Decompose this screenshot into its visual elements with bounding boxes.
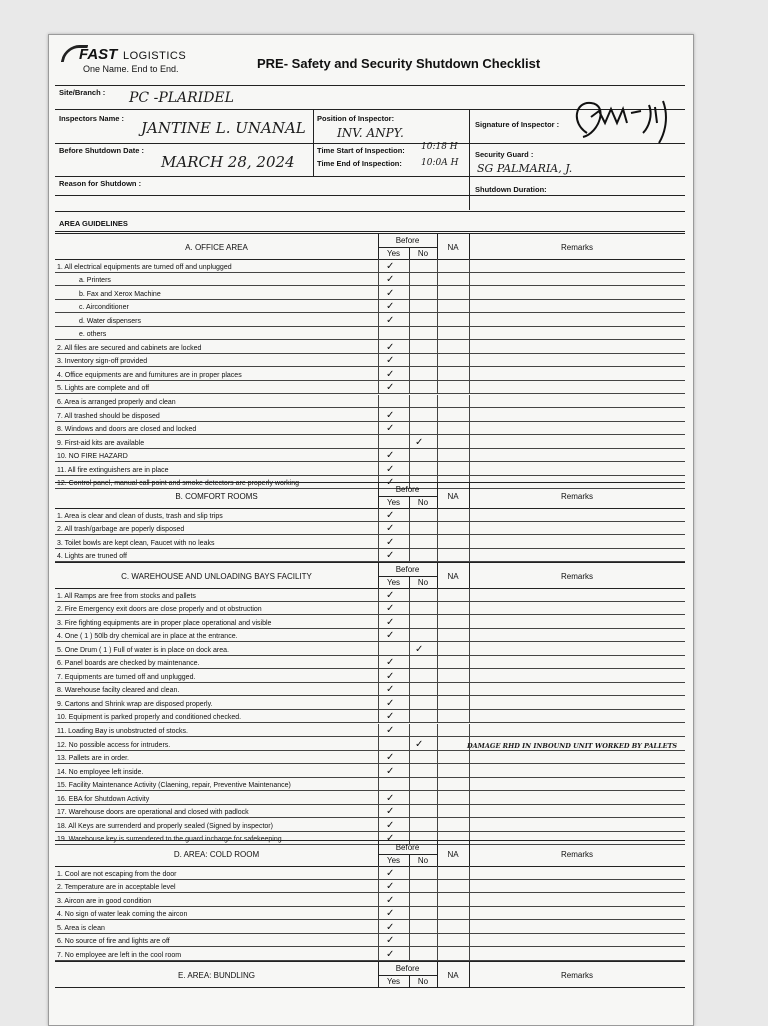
check-mark-icon[interactable]: ✓ xyxy=(386,509,395,521)
check-mark-icon[interactable]: ✓ xyxy=(386,409,395,421)
remarks-header: Remarks xyxy=(560,850,593,859)
section-title: A. OFFICE AREA xyxy=(185,243,248,252)
check-mark-icon[interactable]: ✓ xyxy=(386,260,395,272)
checklist-row xyxy=(55,549,685,563)
section-title: D. AREA: COLD ROOM xyxy=(173,850,260,859)
checklist-row xyxy=(55,683,685,697)
logo-tagline: One Name. End to End. xyxy=(83,64,179,74)
checklist-row xyxy=(55,602,685,616)
inspector-label: Inspectors Name : xyxy=(59,114,125,123)
item-label: 1. All Ramps are free from stocks and pallets xyxy=(57,592,196,600)
item-label: 1. Cool are not escaping from the door xyxy=(57,870,177,878)
checklist-row xyxy=(55,286,685,300)
checklist-row xyxy=(55,408,685,422)
yes-header: Yes xyxy=(386,578,401,587)
na-header: NA xyxy=(447,572,459,581)
check-mark-icon[interactable]: ✓ xyxy=(386,657,395,669)
inspector-value: JANTINE L. UNANAL xyxy=(141,119,306,137)
check-mark-icon[interactable]: ✓ xyxy=(386,550,395,562)
item-label: 10. Equipment is parked properly and conditioned checked. xyxy=(57,714,242,722)
item-label: 6. Panel boards are checked by maintenance. xyxy=(57,660,200,668)
before-header: Before xyxy=(395,565,420,574)
check-mark-icon[interactable]: ✓ xyxy=(386,894,395,906)
site-label: Site/Branch : xyxy=(59,88,106,97)
checklist-row xyxy=(55,508,685,522)
section-header xyxy=(55,840,685,867)
section-header xyxy=(55,562,685,589)
checklist-row xyxy=(55,947,685,961)
check-mark-icon[interactable]: ✓ xyxy=(386,792,395,804)
checklist-row xyxy=(55,615,685,629)
checklist-row xyxy=(55,300,685,314)
item-label: 2. Temperature are in acceptable level xyxy=(57,884,176,892)
check-mark-icon[interactable]: ✓ xyxy=(386,314,395,326)
checklist-row xyxy=(55,737,685,751)
remarks-header: Remarks xyxy=(560,243,593,252)
item-label: 7. No employee are left in the cool room xyxy=(57,951,182,959)
item-label: 7. All trashed should be disposed xyxy=(57,412,160,420)
remarks-header: Remarks xyxy=(560,971,593,980)
site-value: PC -PLARIDEL xyxy=(129,90,234,106)
before-header: Before xyxy=(395,843,420,852)
item-label: 3. Toilet bowls are kept clean, Faucet with no leaks xyxy=(57,539,215,547)
logo-word: LOGISTICS xyxy=(123,50,187,62)
check-mark-icon[interactable]: ✓ xyxy=(386,301,395,313)
check-mark-icon[interactable]: ✓ xyxy=(386,752,395,764)
item-label: 5. Area is clean xyxy=(57,924,105,932)
check-mark-icon[interactable]: ✓ xyxy=(386,867,395,879)
checklist-row xyxy=(55,893,685,907)
item-label: 4. Lights are truned off xyxy=(57,553,127,561)
check-mark-icon[interactable]: ✓ xyxy=(386,630,395,642)
check-mark-icon[interactable]: ✓ xyxy=(386,341,395,353)
item-label: c. Airconditioner xyxy=(79,304,129,312)
checklist-row xyxy=(55,920,685,934)
no-header: No xyxy=(417,856,429,865)
checklist-row xyxy=(55,422,685,436)
item-label: 18. All Keys are surrenderd and properly sealed (Signed by inspector) xyxy=(57,822,273,830)
checklist-row xyxy=(55,724,685,738)
check-mark-icon[interactable]: ✓ xyxy=(415,643,424,655)
na-header: NA xyxy=(447,971,459,980)
checklist-row xyxy=(55,934,685,948)
shutdown-date-value: MARCH 28, 2024 xyxy=(161,153,295,171)
item-label: 10. NO FIRE HAZARD xyxy=(57,453,128,461)
item-label: 4. No sign of water leak coming the aircon xyxy=(57,911,188,919)
item-label: 7. Equipments are turned off and unplugged. xyxy=(57,673,196,681)
item-label: 4. Office equipments are and furnitures are in proper places xyxy=(57,371,242,379)
check-mark-icon[interactable]: ✓ xyxy=(386,523,395,535)
checklist-row xyxy=(55,907,685,921)
item-label: 8. Windows and doors are closed and locked xyxy=(57,426,197,434)
check-mark-icon[interactable]: ✓ xyxy=(415,436,424,448)
checklist-row xyxy=(55,435,685,449)
item-label: 1. Area is clear and clean of dusts, trash and slip trips xyxy=(57,512,223,520)
before-header: Before xyxy=(395,485,420,494)
yes-header: Yes xyxy=(386,498,401,507)
item-label: 12. Control panel, manual call point and smoke detectors are properly working xyxy=(57,480,300,488)
no-header: No xyxy=(417,578,429,587)
time-end-label: Time End of Inspection: xyxy=(317,159,402,168)
checklist-row xyxy=(55,696,685,710)
remark-text: DAMAGE RHD IN INBOUND UNIT WORKED BY PALLETS xyxy=(467,742,678,751)
na-header: NA xyxy=(447,243,459,252)
item-label: 6. No source of fire and lights are off xyxy=(57,938,170,946)
item-label: 17. Warehouse doors are operational and closed with padlock xyxy=(57,809,249,817)
item-label: 13. Pallets are in order. xyxy=(57,755,129,763)
checklist-row xyxy=(55,367,685,381)
checklist-document xyxy=(48,34,694,1026)
yes-header: Yes xyxy=(386,249,401,258)
checklist-row xyxy=(55,522,685,536)
section-title: B. COMFORT ROOMS xyxy=(175,492,258,501)
check-mark-icon[interactable]: ✓ xyxy=(386,670,395,682)
signature-label: Signature of Inspector : xyxy=(475,120,560,129)
item-label: 5. One Drum ( 1 ) Full of water is in place on dock area. xyxy=(57,646,229,654)
check-mark-icon[interactable]: ✓ xyxy=(415,738,424,750)
check-mark-icon[interactable]: ✓ xyxy=(386,881,395,893)
before-header: Before xyxy=(395,236,420,245)
guard-label: Security Guard : xyxy=(475,150,534,159)
checklist-row xyxy=(55,449,685,463)
checklist-row xyxy=(55,381,685,395)
checklist-row xyxy=(55,805,685,819)
checklist-row xyxy=(55,866,685,880)
checklist-row xyxy=(55,259,685,273)
check-mark-icon[interactable]: ✓ xyxy=(386,935,395,947)
item-label: e. others xyxy=(79,331,107,339)
checklist-row xyxy=(55,395,685,409)
section-header xyxy=(55,482,685,509)
checklist-row xyxy=(55,642,685,656)
check-mark-icon[interactable]: ✓ xyxy=(386,765,395,777)
item-label: 11. All fire extinguishers are in place xyxy=(57,466,169,474)
check-mark-icon[interactable]: ✓ xyxy=(386,382,395,394)
checklist-row xyxy=(55,629,685,643)
item-label: 2. Fire Emergency exit doors are close properly and ot obstruction xyxy=(57,606,262,614)
check-mark-icon[interactable]: ✓ xyxy=(386,684,395,696)
position-label: Position of Inspector: xyxy=(317,114,395,123)
item-label: 14. No employee left inside. xyxy=(57,768,144,776)
check-mark-icon[interactable]: ✓ xyxy=(386,589,395,601)
check-mark-icon[interactable]: ✓ xyxy=(386,697,395,709)
na-header: NA xyxy=(447,492,459,501)
guard-value: SG PALMARIA, J. xyxy=(477,162,573,175)
checklist-row xyxy=(55,273,685,287)
checklist-row xyxy=(55,313,685,327)
check-mark-icon[interactable]: ✓ xyxy=(386,477,395,489)
area-guidelines-heading: AREA GUIDELINES xyxy=(59,219,128,228)
section-header xyxy=(55,961,685,988)
item-label: 4. One ( 1 ) 50lb dry chemical are in place at the entrance. xyxy=(57,633,238,641)
check-mark-icon[interactable]: ✓ xyxy=(386,908,395,920)
checklist-row xyxy=(55,535,685,549)
item-label: 3. Fire fighting equipments are in proper place operational and visible xyxy=(57,619,272,627)
item-label: 1. All electrical equipments are turned off and unplugged xyxy=(57,263,232,271)
item-label: 3. Inventory sign-off provided xyxy=(57,358,148,366)
item-label: b. Fax and Xerox Machine xyxy=(79,290,161,298)
before-header: Before xyxy=(395,964,420,973)
section-header xyxy=(55,233,685,260)
check-mark-icon[interactable]: ✓ xyxy=(386,806,395,818)
checklist-row xyxy=(55,354,685,368)
check-mark-icon[interactable]: ✓ xyxy=(386,463,395,475)
checklist-row xyxy=(55,791,685,805)
item-label: 15. Facility Maintenance Activity (Claening, repair, Preventive Maintenance) xyxy=(57,782,291,790)
check-mark-icon[interactable]: ✓ xyxy=(386,287,395,299)
checklist-row xyxy=(55,818,685,832)
remarks-header: Remarks xyxy=(560,492,593,501)
reason-label: Reason for Shutdown : xyxy=(59,179,142,188)
item-label: 9. First-aid kits are available xyxy=(57,439,145,447)
time-start-label: Time Start of Inspection: xyxy=(317,146,405,155)
check-mark-icon[interactable]: ✓ xyxy=(386,450,395,462)
logo xyxy=(63,43,213,77)
section-title: E. AREA: BUNDLING xyxy=(178,971,255,980)
check-mark-icon[interactable]: ✓ xyxy=(386,948,395,960)
time-end-value: 10:0A H xyxy=(421,158,459,168)
yes-header: Yes xyxy=(386,977,401,986)
no-header: No xyxy=(417,977,429,986)
check-mark-icon[interactable]: ✓ xyxy=(386,274,395,286)
yes-header: Yes xyxy=(386,856,401,865)
item-label: 5. Lights are complete and off xyxy=(57,385,150,393)
check-mark-icon[interactable]: ✓ xyxy=(386,833,395,845)
no-header: No xyxy=(417,249,429,258)
duration-label: Shutdown Duration: xyxy=(475,185,547,194)
checklist-row xyxy=(55,751,685,765)
item-label: 16. EBA for Shutdown Activity xyxy=(57,795,150,803)
item-label: 2. All trash/garbage are poperly disposed xyxy=(57,526,185,534)
checklist-row xyxy=(55,656,685,670)
check-mark-icon[interactable]: ✓ xyxy=(386,368,395,380)
checklist-row xyxy=(55,340,685,354)
page-title: PRE- Safety and Security Shutdown Checklist xyxy=(257,56,541,71)
inspector-signature-icon xyxy=(569,93,681,149)
checklist-row xyxy=(55,588,685,602)
item-label: 11. Loading Bay is unobstructed of stocks. xyxy=(57,728,189,736)
position-value: INV. ANPY. xyxy=(337,126,404,140)
check-mark-icon[interactable]: ✓ xyxy=(386,819,395,831)
checklist-row xyxy=(55,327,685,341)
check-mark-icon[interactable]: ✓ xyxy=(386,355,395,367)
checklist-row xyxy=(55,669,685,683)
check-mark-icon[interactable]: ✓ xyxy=(386,616,395,628)
checklist-row xyxy=(55,778,685,792)
checklist-row xyxy=(55,710,685,724)
item-label: a. Printers xyxy=(79,277,111,285)
check-mark-icon[interactable]: ✓ xyxy=(386,423,395,435)
item-label: 3. Aircon are in good condition xyxy=(57,897,152,905)
checklist-row xyxy=(55,880,685,894)
check-mark-icon[interactable]: ✓ xyxy=(386,725,395,737)
check-mark-icon[interactable]: ✓ xyxy=(386,921,395,933)
remarks-header: Remarks xyxy=(560,572,593,581)
item-label: 6. Area is arranged properly and clean xyxy=(57,399,176,407)
logo-brand: FAST xyxy=(79,46,118,63)
check-mark-icon[interactable]: ✓ xyxy=(386,603,395,615)
section-title: C. WAREHOUSE AND UNLOADING BAYS FACILITY xyxy=(121,572,312,581)
checklist-row xyxy=(55,462,685,476)
no-header: No xyxy=(417,498,429,507)
item-label: d. Water dispensers xyxy=(79,317,141,325)
item-label: 8. Warehouse facilty cleared and clean. xyxy=(57,687,180,695)
na-header: NA xyxy=(447,850,459,859)
item-label: 2. All files are secured and cabinets are locked xyxy=(57,344,202,352)
item-label: 12. No possible access for intruders. xyxy=(57,741,171,749)
time-start-value: 10:18 H xyxy=(421,142,458,152)
item-label: 19. Warehouse key is surrendered to the guard incharge for safekeeping. xyxy=(57,836,284,844)
shutdown-date-label: Before Shutdown Date : xyxy=(59,146,145,155)
check-mark-icon[interactable]: ✓ xyxy=(386,536,395,548)
checklist-row xyxy=(55,764,685,778)
check-mark-icon[interactable]: ✓ xyxy=(386,711,395,723)
item-label: 9. Cartons and Shrink wrap are disposed properly. xyxy=(57,700,213,708)
